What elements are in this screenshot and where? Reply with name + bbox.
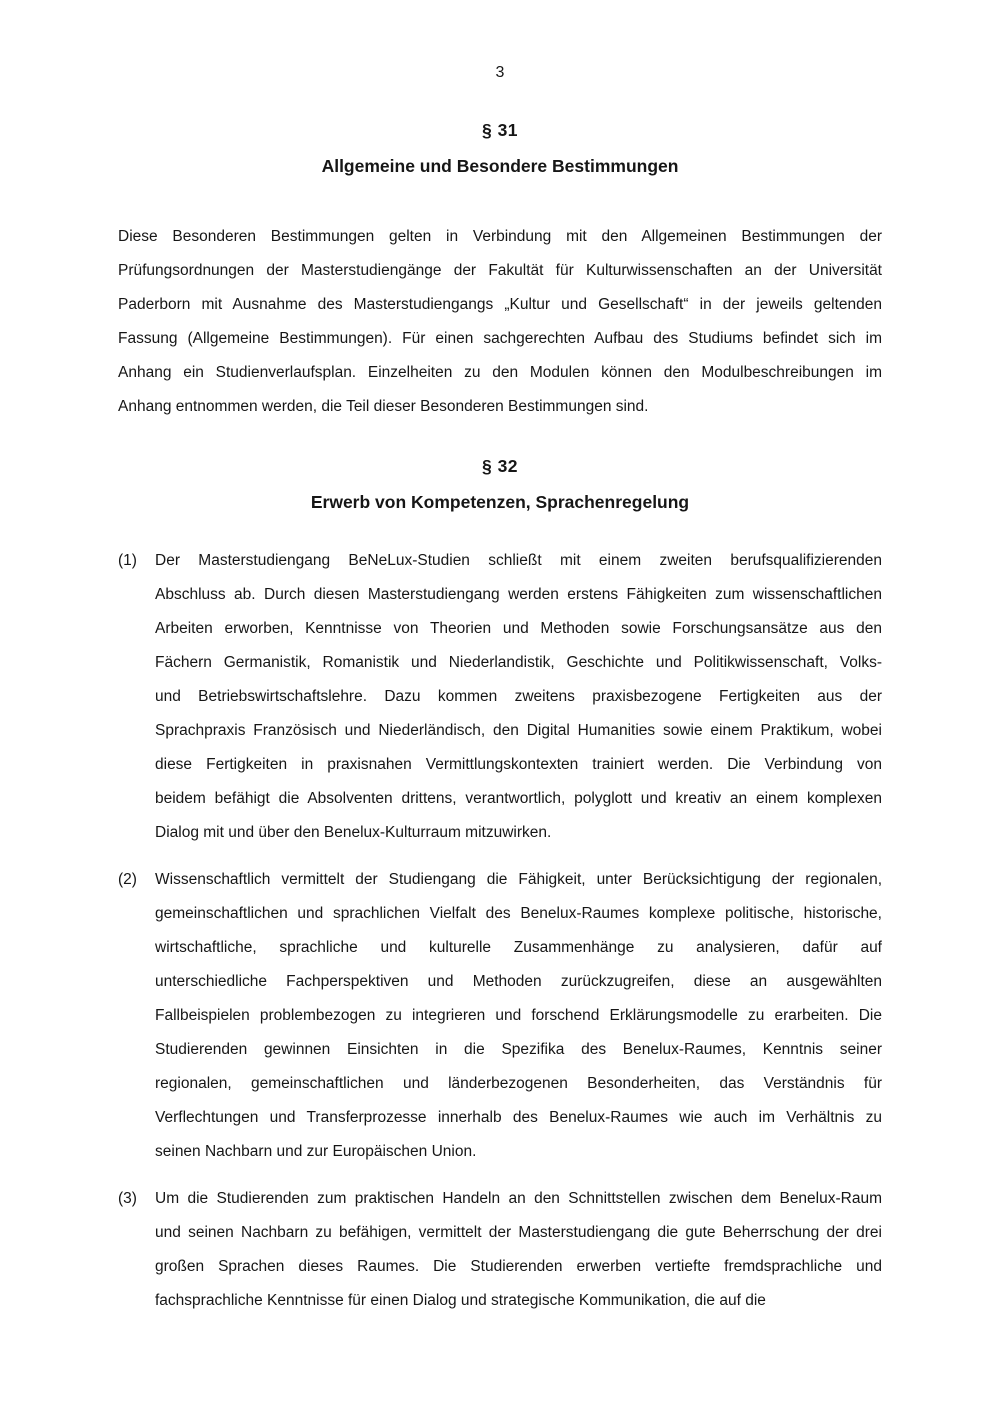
text-line: und seinen Nachbarn zu befähigen, vermittelt der Masterstudiengang die gute Beherrschung der drei xyxy=(155,1224,882,1241)
section-32-number: § 32 xyxy=(481,456,519,476)
text-line: fachsprachliche Kenntnisse für einen Dialog und strategische Kommunikation, die auf die xyxy=(155,1292,766,1309)
section-31-number: § 31 xyxy=(481,120,519,140)
text-line: Prüfungsordnungen der Masterstudiengänge der Fakultät für Kulturwissenschaften an der Universität xyxy=(118,262,882,279)
text-line: Um die Studierenden zum praktischen Handeln an den Schnittstellen zwischen dem Benelux-Raum xyxy=(155,1190,882,1207)
text-line: großen Sprachen dieses Raumes. Die Studierenden erwerben vertiefte fremdsprachliche und xyxy=(155,1258,882,1275)
text-line: Paderborn mit Ausnahme des Masterstudiengangs „Kultur und Gesellschaft“ in der jeweils geltenden xyxy=(118,296,882,313)
text-line: regionalen, gemeinschaftlichen und länderbezogenen Besonderheiten, das Verständnis für xyxy=(155,1075,882,1092)
section-31-title: Allgemeine und Besondere Bestimmungen xyxy=(321,156,679,176)
item-marker: (2) xyxy=(118,871,137,888)
text-line: diese Fertigkeiten in praxisnahen Vermittlungskontexten trainiert werden. Die Verbindung von xyxy=(155,756,882,773)
text-line: Studierenden gewinnen Einsichten in die Spezifika des Benelux-Raumes, Kenntnis seiner xyxy=(155,1041,882,1058)
text-line: wirtschaftliche, sprachliche und kulturelle Zusammenhänge zu analysieren, dafür auf xyxy=(155,939,882,956)
text-line: Sprachpraxis Französisch und Niederländisch, den Digital Humanities sowie einem Praktikum, wobei xyxy=(155,722,882,739)
list-item xyxy=(118,544,882,850)
text-line: Arbeiten erworben, Kenntnisse von Theorien und Methoden sowie Forschungsansätze aus den xyxy=(155,620,882,637)
section-32-items xyxy=(118,544,882,1318)
text-line: Wissenschaftlich vermittelt der Studiengang die Fähigkeit, unter Berücksichtigung der regionalen, xyxy=(155,871,882,888)
section-31-heading xyxy=(118,112,882,184)
item-text xyxy=(155,1182,882,1318)
page-number: 3 xyxy=(495,64,505,81)
text-line: unterschiedliche Fachperspektiven und Methoden zurückzugreifen, diese an ausgewählten xyxy=(155,973,882,990)
section-32-heading xyxy=(118,448,882,520)
text-line: seinen Nachbarn und zur Europäischen Union. xyxy=(155,1143,477,1160)
text-line: Anhang entnommen werden, die Teil dieser Besonderen Bestimmungen sind. xyxy=(118,398,649,415)
item-marker: (3) xyxy=(118,1190,137,1207)
text-line: Dialog mit und über den Benelux-Kulturraum mitzuwirken. xyxy=(155,824,552,841)
text-line: Anhang ein Studienverlaufsplan. Einzelheiten zu den Modulen können den Modulbeschreibungen im xyxy=(118,364,882,381)
text-line: Fallbeispielen problembezogen zu integrieren und forschend Erklärungsmodelle zu erarbeiten. Die xyxy=(155,1007,882,1024)
text-line: Diese Besonderen Bestimmungen gelten in Verbindung mit den Allgemeinen Bestimmungen der xyxy=(118,228,882,245)
list-item xyxy=(118,1182,882,1318)
list-item xyxy=(118,863,882,1169)
section-32-title: Erwerb von Kompetenzen, Sprachenregelung xyxy=(310,492,690,512)
item-text xyxy=(155,544,882,850)
text-line: Verflechtungen und Transferprozesse innerhalb des Benelux-Raumes wie auch im Verhältnis zu xyxy=(155,1109,882,1126)
text-line: beidem befähigt die Absolventen drittens, verantwortlich, polyglott und kreativ an einem komplexen xyxy=(155,790,882,807)
section-31-paragraph xyxy=(118,220,882,424)
item-text xyxy=(155,863,882,1169)
text-line: gemeinschaftlichen und sprachlichen Vielfalt des Benelux-Raumes komplexe politische, historische, xyxy=(155,905,882,922)
text-line: und Betriebswirtschaftslehre. Dazu kommen zweitens praxisbezogene Fertigkeiten aus der xyxy=(155,688,882,705)
text-line: Fächern Germanistik, Romanistik und Niederlandistik, Geschichte und Politikwissenschaft, Volks- xyxy=(155,654,882,671)
text-line: Fassung (Allgemeine Bestimmungen). Für einen sachgerechten Aufbau des Studiums befindet sich im xyxy=(118,330,882,347)
item-marker: (1) xyxy=(118,552,137,569)
text-line: Abschluss ab. Durch diesen Masterstudiengang werden erstens Fähigkeiten zum wissenschaftlichen xyxy=(155,586,882,603)
text-line: Der Masterstudiengang BeNeLux-Studien schließt mit einem zweiten berufsqualifizierenden xyxy=(155,552,882,569)
